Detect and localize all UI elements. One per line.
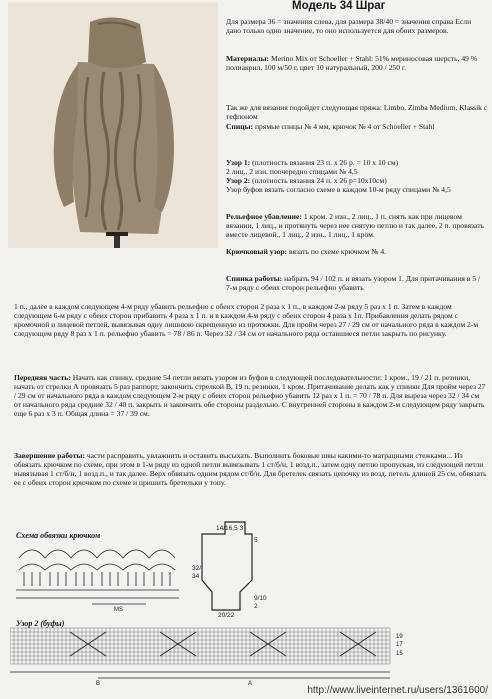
sizes-text: Для размера 36 = значения слева, для размера 38/40 = значения справа Если дано только одно значение, то оно используется для обоих размеров. [226, 17, 472, 36]
materials-label: Материалы: [226, 54, 270, 63]
back-text-bottom: 1 п., далее в каждом следующем 4-м ряду убавить рельефно с обеих сторон 2 раза х 1 п., в каждом 2-м ряду 5 раз х 1 п. Затем в каждом следующем 6-м ряду с обеих сторон прибавить 4 раза х 1 п. и в каждом 4-м ряду с обеих сторон 4 раза х 1п. Прибавления делать рядом с кромочной и лицевой петлей, вывязывая одну лишнюю скрещенную из протяжки. Для пройм через 27 / 29 см от начального ряда в каждом 2-м следующем ряду 8 раз х 1 п. рельефно убавить = 78 / 86 п. Через 32 / 34 см от начального ряда оставшиеся петли закрыть по рисунку. [14, 302, 479, 339]
pattern2-marker-a: A [248, 681, 253, 687]
materials-paragraph [226, 54, 488, 72]
decrease-text: 1 кром. 2 изн., 2 лиц., 1 п. снять как при лицевом вязании, 1 лиц., и протянуть через нее снятую петлю и так далее, 2 п. провязать вместе лицевой., 1 лиц., 2 изн., 1 лиц., 1 кром. [226, 212, 485, 240]
back-text-top: набрать 94 / 102 п. и вязать узором 1. Для притачивания в 5 / 7-м ряду с обеих сторон рельефно убавить [226, 274, 481, 293]
crochet-label: Крючковый узор: [226, 247, 288, 256]
also-suitable-paragraph [226, 103, 488, 121]
pattern1-text: (плотность вязания 23 п. х 26 р. = 10 х 10 см) [252, 158, 399, 167]
pattern2-marker-b: B [96, 681, 101, 687]
schematic-right-measure-1: 5 [254, 537, 258, 544]
pattern2-chart [10, 626, 410, 688]
page-title: Модель 34 Шраг [292, 0, 386, 12]
back-paragraph-top [226, 274, 488, 292]
decrease-label: Рельефное убавление: [226, 212, 302, 221]
edging-repeat-label: MS [114, 607, 123, 613]
schematic-right-measure-2: 9/10 [254, 595, 267, 602]
schematic-top-measure: 14/16,5 3 [216, 525, 244, 532]
pattern2-row-17: 17 [396, 642, 403, 648]
source-watermark: http://www.liveinternet.ru/users/1361600/ [307, 685, 488, 696]
needles-text: прямые спицы № 4 мм, крючок № 4 от Schoeller + Stahl [254, 122, 435, 131]
pattern2-text: (плотность вязания 24 п. х 26 р=10х10см) [252, 176, 387, 185]
crochet-text: вязать по схеме крючком № 4. [288, 247, 387, 256]
finishing-label: Завершение работы: [14, 451, 85, 460]
edging-chart [14, 540, 194, 615]
pattern1-detail [226, 167, 488, 176]
shape-schematic [190, 520, 300, 618]
pattern1-detail-text: 2 лиц., 2 изн. поочередно спицами № 4,5 [226, 167, 358, 176]
crochet-paragraph [226, 247, 488, 256]
pattern2-chart-title: Узор 2 (буфы) [16, 619, 65, 628]
sweater-photo [8, 2, 218, 248]
pattern2-label: Узор 2: [226, 176, 251, 185]
pattern1-label: Узор 1: [226, 158, 251, 167]
pattern1-paragraph [226, 158, 488, 167]
decrease-paragraph [226, 212, 488, 239]
finishing-paragraph [14, 451, 488, 487]
pattern2-row-19: 19 [396, 634, 403, 640]
sweater-illustration [8, 2, 218, 248]
schematic-left-measure-2: 34 [192, 573, 200, 580]
sizes-paragraph [226, 17, 488, 35]
pattern2-detail [226, 185, 488, 194]
front-paragraph [14, 373, 488, 418]
pattern2-detail-text: Узор буфов вязать согласно схеме в каждом 10-м ряду спицами № 4,5 [226, 185, 451, 194]
finishing-text: части расправить, увлажнить и оставить высыхать. Выполнить боковые швы какими-то матрацными стежками... Из обвязать крючком по схеме, при этом в 1-м ряду из одной петли вывязывать 1 ст/б/н, 1 возд.п., затем одну петлю пропуская, из следующей петли вывязывая 1 ст/б/н, 1 возд.п., и так далее. Верх обвязать одним рядом ст/б/н. Для бретелек связать цепочку из возд. петель длиной 25 см, обвязать ее с обеих сторон крючком по схеме и пришить бретельки у топу. [14, 451, 487, 488]
schematic-right-measure-3: 2 [254, 603, 258, 610]
front-label: Передняя часть: [14, 373, 71, 382]
needles-label: Спицы: [226, 122, 254, 131]
schematic-left-measure-1: 32/ [192, 565, 202, 572]
also-suitable-text: Так же для вязания подойдет следующая пряжа: Limbo, Zimba Medium, Klassik с тефлоном [226, 103, 488, 122]
back-paragraph-bottom [14, 302, 488, 338]
materials-text: Merino Mix от Schoeller + Stahl: 51% мериносовая шерсть, 49 % полиакрил, 100 м/50 г, цвет 10 натуральный, 200 / 250 г. [226, 54, 478, 73]
edging-scheme-title: Схема обвязки крючком [16, 531, 101, 540]
front-text: Начать как спинку, средние 54 петли вязать узором из буфов в следующей последовательности: 1 кром., 19 / 21 п. резинки, начать от стрелки А провязать 5 раз раппорт, закончить стрелкой В, 19 п. резинки, 1 кром. Притачивание делать как у спинки Для пройм через 27 / 29 см от начального ряда в каждом следующем 2-м ряду с обеих сторон рельефно убавить 12 раз х 1 п. = 70 / 78 п. Для выреза через 32 / 34 см от начального ряда средние 32 / 40 п. закрыть и закончить обе стороны раздельно. С внутренней стороны в каждом 2-м следующем ряду закрыть еще 6 раз х 3 п. Общая длина = 37 / 39 см. [14, 373, 486, 419]
pattern2-row-15: 15 [396, 651, 403, 657]
pattern2-paragraph [226, 176, 488, 185]
back-label: Спинка работы: [226, 274, 283, 283]
needles-paragraph [226, 122, 488, 131]
schematic-bottom-measure: 20/22 [218, 612, 235, 618]
